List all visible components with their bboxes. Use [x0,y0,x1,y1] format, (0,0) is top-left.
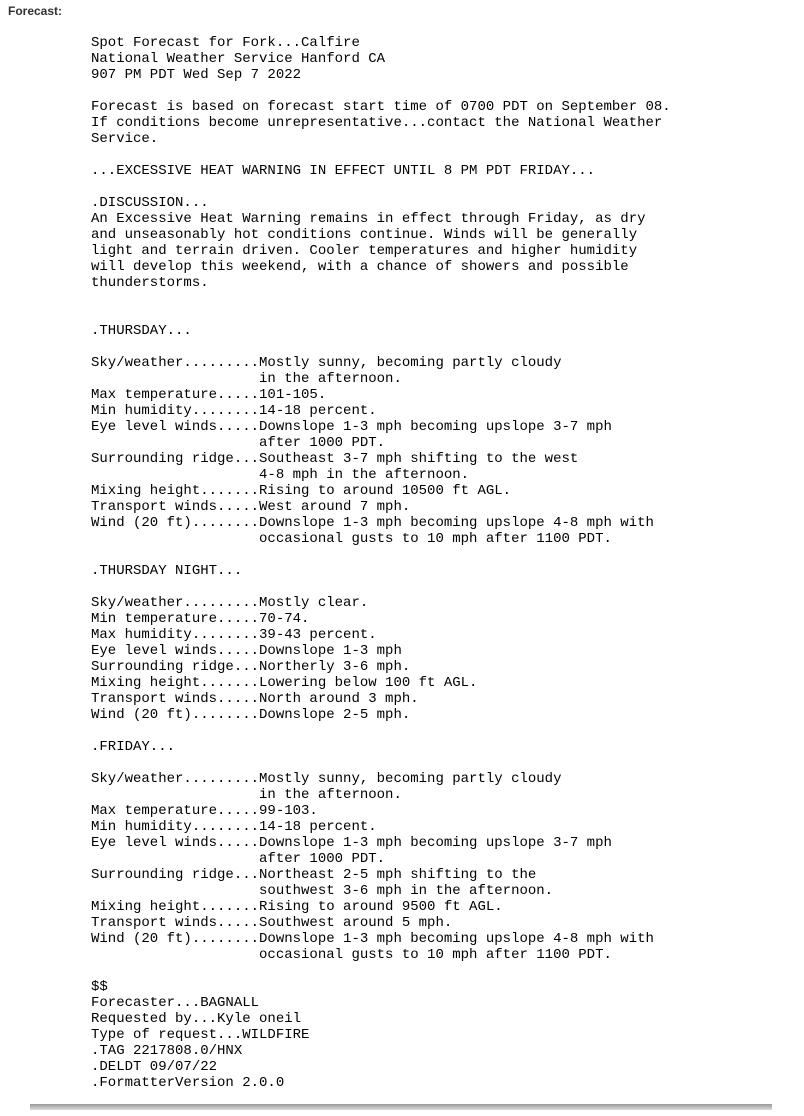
forecast-line: If conditions become unrepresentative...contact the National Weather [91,115,663,131]
forecast-line [91,547,671,563]
forecast-line: Requested by...Kyle oneil [91,1011,302,1027]
forecast-line [91,339,671,355]
forecast-line: .FRIDAY... [91,739,176,755]
forecast-line: .THURSDAY... [91,323,192,339]
forecast-line: Max humidity........39-43 percent. [91,627,377,643]
forecast-line: Wind (20 ft)........Downslope 1-3 mph becoming upslope 4-8 mph with [91,931,654,947]
forecast-line: .FormatterVersion 2.0.0 [91,1075,285,1091]
forecast-line: Mixing height.......Rising to around 9500 ft AGL. [91,899,503,915]
forecast-line: occasional gusts to 10 mph after 1100 PDT. [91,531,612,547]
forecast-line: Transport winds.....North around 3 mph. [91,691,419,707]
forecast-line: 907 PM PDT Wed Sep 7 2022 [91,67,302,83]
forecast-line: Sky/weather.........Mostly sunny, becoming partly cloudy [91,771,562,787]
forecast-text [91,35,671,1091]
forecast-line: Service. [91,131,159,147]
forecast-line: Max temperature.....99-103. [91,803,318,819]
forecast-line [91,755,671,771]
forecast-line: .DELDT 09/07/22 [91,1059,218,1075]
forecast-line: Transport winds.....Southwest around 5 mph. [91,915,453,931]
forecast-line: southwest 3-6 mph in the afternoon. [91,883,554,899]
forecast-line: $$ [91,979,108,995]
forecast-line: will develop this weekend, with a chance of showers and possible [91,259,629,275]
forecast-line [91,291,671,307]
forecast-line: Wind (20 ft)........Downslope 1-3 mph becoming upslope 4-8 mph with [91,515,654,531]
forecast-line [91,963,671,979]
horizontal-rule [30,1104,772,1110]
forecast-line: .TAG 2217808.0/HNX [91,1043,243,1059]
forecast-line: Eye level winds.....Downslope 1-3 mph becoming upslope 3-7 mph [91,835,612,851]
forecast-line: Min humidity........14-18 percent. [91,819,377,835]
forecast-line: .THURSDAY NIGHT... [91,563,243,579]
forecast-line: ...EXCESSIVE HEAT WARNING IN EFFECT UNTIL 8 PM PDT FRIDAY... [91,163,596,179]
forecast-line: Max temperature.....101-105. [91,387,327,403]
forecast-line [91,723,671,739]
forecast-line: 4-8 mph in the afternoon. [91,467,470,483]
forecast-line: National Weather Service Hanford CA [91,51,386,67]
forecast-line: Forecaster...BAGNALL [91,995,260,1011]
forecast-label: Forecast: [8,4,63,18]
forecast-line: Eye level winds.....Downslope 1-3 mph [91,643,402,659]
forecast-line: Sky/weather.........Mostly sunny, becoming partly cloudy [91,355,562,371]
forecast-line: An Excessive Heat Warning remains in effect through Friday, as dry [91,211,646,227]
forecast-line: Min temperature.....70-74. [91,611,310,627]
forecast-line: thunderstorms. [91,275,209,291]
forecast-line: .DISCUSSION... [91,195,209,211]
forecast-line: Surrounding ridge...Southeast 3-7 mph shifting to the west [91,451,579,467]
forecast-line: Eye level winds.....Downslope 1-3 mph becoming upslope 3-7 mph [91,419,612,435]
forecast-line: light and terrain driven. Cooler temperatures and higher humidity [91,243,638,259]
forecast-line: Forecast is based on forecast start time of 0700 PDT on September 08. [91,99,671,115]
forecast-line: after 1000 PDT. [91,435,386,451]
forecast-line: Surrounding ridge...Northerly 3-6 mph. [91,659,411,675]
forecast-line: Transport winds.....West around 7 mph. [91,499,411,515]
forecast-line: Sky/weather.........Mostly clear. [91,595,369,611]
forecast-line: and unseasonably hot conditions continue. Winds will be generally [91,227,638,243]
forecast-line [91,179,671,195]
forecast-line [91,307,671,323]
forecast-line: Type of request...WILDFIRE [91,1027,310,1043]
forecast-line: in the afternoon. [91,787,402,803]
forecast-line: Surrounding ridge...Northeast 2-5 mph shifting to the [91,867,537,883]
forecast-line: in the afternoon. [91,371,402,387]
forecast-line: Spot Forecast for Fork...Calfire [91,35,360,51]
forecast-line: Mixing height.......Lowering below 100 ft AGL. [91,675,478,691]
forecast-line [91,147,671,163]
forecast-line: Wind (20 ft)........Downslope 2-5 mph. [91,707,411,723]
forecast-line [91,83,671,99]
forecast-line: occasional gusts to 10 mph after 1100 PDT. [91,947,612,963]
forecast-line: Min humidity........14-18 percent. [91,403,377,419]
forecast-line: after 1000 PDT. [91,851,386,867]
forecast-line [91,579,671,595]
forecast-line: Mixing height.......Rising to around 10500 ft AGL. [91,483,512,499]
